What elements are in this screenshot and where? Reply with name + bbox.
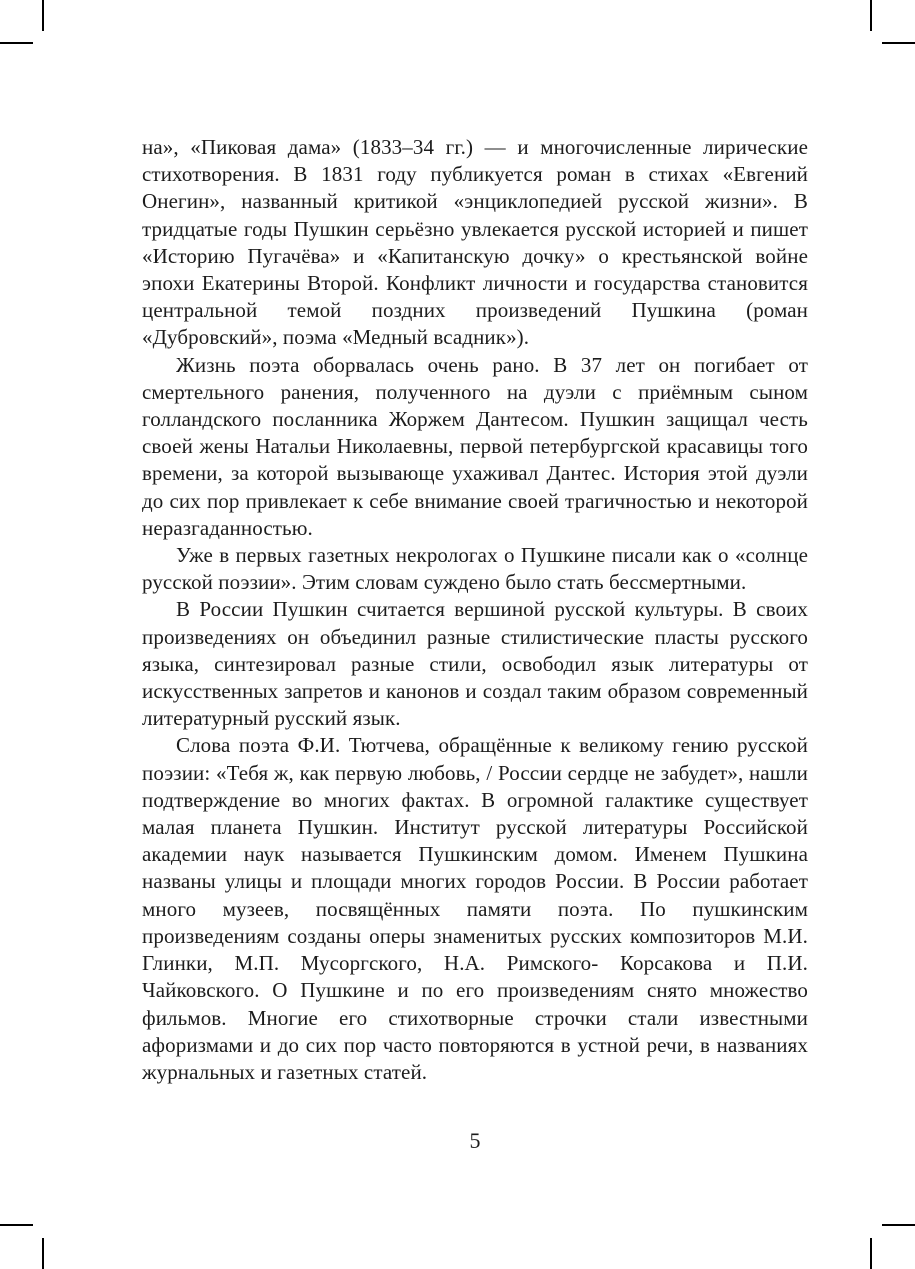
crop-mark-top-right-horizontal xyxy=(882,42,915,44)
paragraph-continuation: на», «Пиковая дама» (1833–34 гг.) — и многочисленные лирические стихотворения. В 1831 году публикуется роман в стихах «Евгений Онегин», названный критикой «энциклопедией русской жизни». В тридцатые годы Пушкин серьёзно увлекается русской историей и пишет «Историю Пугачёва» и «Капитанскую дочку» о крестьянской войне эпохи Екатерины Второй. Конфликт личности и государства становится центральной темой поздних произведений Пушкина (роман «Дубровский», поэма «Медный всадник»). xyxy=(142,135,808,350)
crop-mark-top-left-horizontal xyxy=(0,42,33,44)
crop-mark-top-left-vertical xyxy=(42,0,44,31)
paragraph: В России Пушкин считается вершиной русской культуры. В своих произведениях он объединил разные стилистические пласты русского языка, синтезировал разные стили, освободил язык литературы от искусственных запретов и канонов и создал таким образом современный литературный русский язык. xyxy=(142,597,808,731)
page-number: 5 xyxy=(469,1128,481,1153)
crop-mark-bottom-left-vertical xyxy=(42,1238,44,1269)
article-text xyxy=(142,134,808,1086)
crop-mark-bottom-right-horizontal xyxy=(882,1224,915,1226)
paragraph: Уже в первых газетных некрологах о Пушкине писали как о «солнце русской поэзии». Этим словам суждено было стать бессмертными. xyxy=(142,543,808,595)
paragraph: Жизнь поэта оборвалась очень рано. В 37 лет он погибает от смертельного ранения, полученного на дуэли с приёмным сыном голландского посланника Жоржем Дантесом. Пушкин защищал честь своей жены Натальи Николаевны, первой петербургской красавицы того времени, за которой вызывающе ухаживал Дантес. История этой дуэли до сих пор привлекает к себе внимание своей трагичностью и некоторой неразгаданностью. xyxy=(142,352,808,540)
crop-mark-bottom-left-horizontal xyxy=(0,1224,33,1226)
paragraph: Слова поэта Ф.И. Тютчева, обращённые к великому гению русской поэзии: «Тебя ж, как первую любовь, / России сердце не забудет», нашли подтверждение во многих фактах. В огромной галактике существует малая планета Пушкин. Институт русской литературы Российской академии наук называется Пушкинским домом. Именем Пушкина названы улицы и площади многих городов России. В России работает много музеев, посвящённых памяти поэта. По пушкинским произведениям созданы оперы знаменитых русских композиторов М.И. Глинки, М.П. Мусоргского, Н.А. Римского- Корсакова и П.И. Чайковского. О Пушкине и по его произведениям снято множество фильмов. Многие его стихотворные строчки стали известными афоризмами и до сих пор часто повторяются в устной речи, в названиях журнальных и газетных статей. xyxy=(142,733,808,1084)
crop-mark-bottom-right-vertical xyxy=(870,1238,872,1269)
crop-mark-top-right-vertical xyxy=(870,0,872,31)
